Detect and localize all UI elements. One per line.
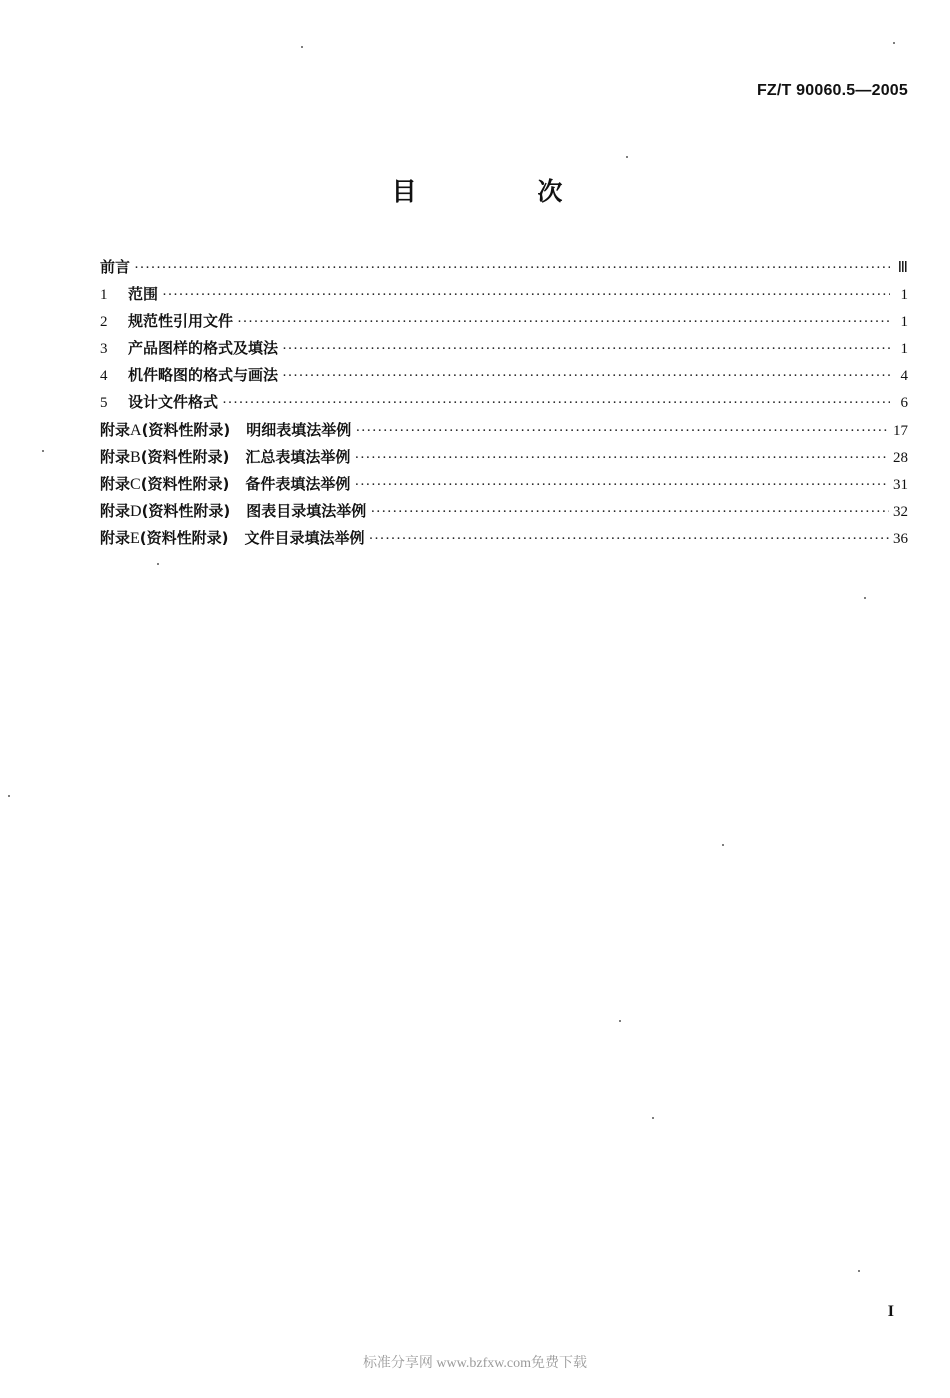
appendix-type: (资料性附录) [141, 420, 231, 439]
appendix-letter: B [130, 448, 141, 466]
appendix-prefix: 附录 [100, 474, 131, 493]
leader-dots [354, 450, 889, 467]
appendix-type: (资料性附录) [139, 528, 229, 547]
appendix-title: 备件表填法举例 [245, 474, 351, 493]
leader-dots [370, 504, 889, 521]
appendix-title: 明细表填法举例 [246, 420, 352, 439]
toc-entry-number: 3 [100, 341, 108, 358]
toc-entry-appendix-a[interactable] [100, 419, 908, 446]
scan-speck [722, 844, 724, 846]
toc-entry-3[interactable] [100, 337, 908, 364]
toc-entry-number: 4 [100, 368, 108, 385]
scan-speck [42, 450, 44, 452]
appendix-prefix: 附录 [100, 420, 131, 439]
leader-dots [237, 314, 890, 331]
toc-entry-page: 1 [900, 314, 908, 331]
scan-speck [864, 597, 866, 599]
appendix-type: (资料性附录) [141, 501, 231, 520]
leader-dots [282, 341, 890, 358]
toc-entry-page: 17 [893, 422, 908, 439]
page-title: 目 次 [391, 177, 619, 206]
toc-entry-label: 产品图样的格式及填法 [128, 339, 279, 358]
appendix-title: 汇总表填法举例 [245, 447, 351, 466]
leader-dots [134, 260, 890, 277]
standard-number: FZ/T 90060.5—2005 [756, 82, 908, 99]
toc-entry-page: 1 [900, 341, 908, 358]
toc-entry-page: 6 [900, 395, 908, 412]
toc-entry-5[interactable] [100, 391, 908, 418]
scan-speck [626, 156, 628, 158]
page-number: I [887, 1303, 894, 1320]
toc-entry-page: 32 [893, 503, 908, 520]
toc-entry-page: 4 [900, 368, 908, 385]
appendix-title: 文件目录填法举例 [244, 528, 365, 547]
toc-entry-label: 设计文件格式 [128, 393, 219, 412]
toc-entry-number: 5 [100, 395, 108, 412]
toc-entry-appendix-b[interactable] [100, 446, 908, 473]
appendix-letter: D [130, 502, 142, 520]
appendix-prefix: 附录 [100, 528, 131, 547]
toc-entry-label: 前言 [100, 258, 131, 276]
leader-dots [222, 395, 890, 412]
toc-entry-1[interactable] [100, 283, 908, 310]
appendix-letter: A [130, 421, 142, 439]
toc-entry-appendix-d[interactable] [100, 500, 908, 527]
leader-dots [162, 287, 890, 304]
leader-dots [354, 477, 889, 494]
scan-speck [893, 42, 895, 44]
toc-entry-page: 36 [893, 530, 908, 547]
scan-speck [858, 1270, 860, 1272]
appendix-type: (资料性附录) [140, 474, 230, 493]
toc-entry-label: 规范性引用文件 [128, 312, 234, 331]
toc-entry-4[interactable] [100, 364, 908, 391]
toc-entry-page: 31 [893, 476, 908, 493]
toc-entry-page: 28 [893, 449, 908, 466]
scan-speck [619, 1020, 621, 1022]
appendix-letter: C [130, 475, 141, 493]
toc-entry-label: 机件略图的格式与画法 [128, 366, 279, 385]
toc-entry-number: 2 [100, 314, 108, 331]
scan-speck [652, 1117, 654, 1119]
leader-dots [355, 423, 889, 440]
scan-speck [157, 563, 159, 565]
appendix-letter: E [130, 529, 140, 547]
toc-entry-foreword[interactable] [100, 256, 908, 283]
toc-entry-appendix-e[interactable] [100, 527, 908, 554]
appendix-type: (资料性附录) [140, 447, 230, 466]
leader-dots [369, 531, 889, 548]
toc-entry-page: 1 [900, 287, 908, 304]
toc-entry-number: 1 [100, 287, 108, 304]
appendix-prefix: 附录 [100, 447, 131, 466]
toc-entry-page: Ⅲ [897, 260, 908, 276]
leader-dots [282, 368, 890, 385]
appendix-prefix: 附录 [100, 501, 131, 520]
scan-speck [301, 46, 303, 48]
watermark: 标准分享网 www.bzfxw.com免费下载 [362, 1356, 588, 1371]
toc-entry-appendix-c[interactable] [100, 473, 908, 500]
table-of-contents [100, 256, 908, 554]
appendix-title: 图表目录填法举例 [246, 501, 367, 520]
toc-entry-label: 范围 [128, 285, 159, 304]
scan-speck [8, 795, 10, 797]
toc-entry-2[interactable] [100, 310, 908, 337]
